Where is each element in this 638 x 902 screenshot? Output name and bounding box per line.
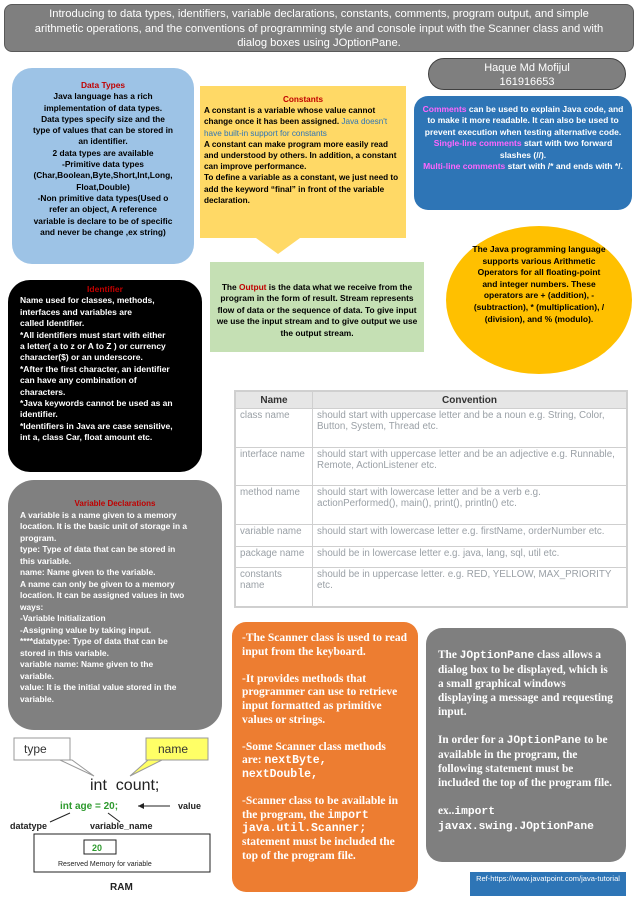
vd-line: -Variable Initialization <box>20 613 106 623</box>
type-callout-tail <box>60 760 94 776</box>
id-line: a letter( a to z or A to Z ) or currency <box>20 341 166 352</box>
joption-p1-pre: The <box>438 649 460 661</box>
constants-callout <box>200 86 406 238</box>
datatype-label: datatype <box>10 821 48 831</box>
vd-line: name: Name given to the variable. <box>20 567 156 577</box>
author-badge <box>428 58 626 90</box>
dt-line: type of values that can be stored in <box>32 125 174 136</box>
title-line-2: arithmetic operations, and the conventions of programming style and console input with the Scanner class and with <box>34 22 604 35</box>
constants-p2: A constant can make program more easily read and understood by others. In addition, a constant can improve performance. <box>204 139 397 172</box>
variable-declarations-card <box>8 480 222 730</box>
datatype-arrow <box>50 813 70 822</box>
id-line: *All identifiers must start with either <box>20 329 166 340</box>
dt-line: (Char,Boolean,Byte,Short,Int,Long, <box>33 170 173 181</box>
joption-p2-post: to be available in the program, the following statement must be included the top of the program file. <box>438 734 612 789</box>
constants-title: Constants <box>282 95 324 104</box>
value-label: value <box>178 801 202 811</box>
row-rule: should start with lowercase letter e.g. firstName, orderNumber etc. <box>313 525 627 547</box>
row-name: package name <box>236 546 313 568</box>
table-row <box>236 409 627 448</box>
row-name: class name <box>236 409 313 448</box>
comments-card <box>414 96 632 210</box>
multi-line-keyword: Multi-line comments <box>423 161 506 172</box>
joption-p3-pre: ex.. <box>438 805 455 817</box>
dt-line: -Non primitive data types(Used o <box>37 192 169 203</box>
scanner-p1: -The Scanner class is used to read input from the keyboard. <box>242 632 408 658</box>
row-rule: should start with uppercase letter and be an adjective e.g. Runnable, Remote, ActionListener etc. <box>313 447 627 486</box>
reference-text[interactable]: Ref-https://www.javatpoint.com/java-tutorial <box>476 874 620 883</box>
constants-p1 <box>204 105 402 139</box>
arithmetic-text: The Java programming language supports various Arithmetic Operators for all floating-point and integer numbers. These operators are + (addition), - (subtraction), * (multiplication), / (division), and % (modulo). <box>472 244 606 324</box>
varname-label: variable_name <box>90 821 153 831</box>
scanner-p4 <box>242 795 408 863</box>
row-name: constants name <box>236 568 313 607</box>
memory-value: 20 <box>92 843 103 853</box>
vd-line: location. It is the basic unit of storage in a <box>20 521 188 531</box>
scanner-p4-text: -Scanner class to be available in the program, the <box>242 795 399 821</box>
row-name: method name <box>236 486 313 525</box>
vd-line: this variable. <box>20 555 72 566</box>
single-line-text: start with two forward slashes (//). <box>499 138 613 160</box>
constants-p1-blue: Java doesn't have built-in support for constants <box>204 117 388 138</box>
joption-import-code: import javax.swing.JOptionPane <box>438 806 594 833</box>
table-row <box>236 568 627 607</box>
output-text: is the data what we receive from the program in the form of result. Stream represents flow of data or the sequence of data. To give input we use the input stream and to give output we use the output stream. <box>216 282 418 338</box>
row-name: variable name <box>236 525 313 547</box>
data-types-title: Data Types <box>80 80 126 90</box>
declaration-text: int count; <box>90 777 160 794</box>
table-row <box>236 486 627 525</box>
constants-p1-bold: A constant is a variable whose value cannot change once it has been assigned. <box>204 106 376 127</box>
reference-link[interactable] <box>470 872 626 896</box>
variable-declarations-title: Variable Declarations <box>74 499 156 508</box>
output-card <box>210 262 424 352</box>
name-callout-tail <box>130 760 162 776</box>
id-line: Name used for classes, methods, <box>20 295 155 306</box>
scanner-import-code: import java.util.Scanner; <box>242 808 369 836</box>
naming-conventions-table <box>234 390 628 608</box>
scanner-p3 <box>242 741 408 782</box>
row-rule: should start with uppercase letter and be a noun e.g. String, Color, Button, System, Thread etc. <box>313 409 627 448</box>
joption-p1 <box>438 648 614 719</box>
table-header-convention: Convention <box>313 392 627 409</box>
row-rule: should be in uppercase letter. e.g. RED, YELLOW, MAX_PRIORITY etc. <box>313 568 627 607</box>
title-line-1: Introducing to data types, identifiers, variable declarations, constants, comments, program output, and simple <box>49 8 589 20</box>
vd-line: A variable is a name given to a memory <box>20 509 177 520</box>
code-text: int age = 20; <box>60 801 119 812</box>
data-types-card <box>12 68 194 264</box>
title-line-3: dialog boxes using JOptionPane. <box>237 37 401 49</box>
dt-line: and never be change ,ex string) <box>40 226 166 237</box>
vd-line: value: It is the initial value stored in the <box>20 682 177 692</box>
id-line: character($) or an underscore. <box>20 352 143 363</box>
dt-line: an identifier. <box>78 136 128 147</box>
joption-p2 <box>438 733 614 790</box>
value-arrow-head <box>138 803 144 809</box>
dt-line: Float,Double) <box>76 181 130 192</box>
id-line: identifier. <box>20 409 58 420</box>
scanner-p2: -It provides methods that programmer can use to retrieve input formatted as primitive values or strings. <box>242 672 398 726</box>
vd-line: ways: <box>20 601 44 612</box>
author-id: 161916653 <box>499 76 555 88</box>
dt-line: refer an object, A reference <box>49 204 157 215</box>
table-row <box>236 546 627 568</box>
joption-p1-post: class allows a dialog box to be displayed, which is a small graphical windows displaying a message and requesting input. <box>438 649 613 718</box>
row-name: interface name <box>236 447 313 486</box>
scanner-card <box>232 622 418 892</box>
constants-p3: To define a variable as a constant, we just need to add the keyword “final” in front of the variable declaration. <box>204 173 399 205</box>
page-title <box>4 4 634 52</box>
dt-line: Java language has a rich <box>53 91 153 102</box>
joption-class-code-2: JOptionPane <box>506 735 582 747</box>
joptionpane-card <box>426 628 626 862</box>
dt-line: variable is declare to be of specific <box>33 215 173 226</box>
callout-pointer <box>256 238 300 254</box>
dt-line: -Primitive data types <box>62 159 144 170</box>
author-name: Haque Md Mofijul <box>484 62 570 74</box>
id-line: characters. <box>20 386 66 397</box>
scanner-p4-post: statement must be included the top of the program file. <box>242 835 395 862</box>
id-line: *After the first character, an identifier <box>20 363 170 374</box>
output-keyword: Output <box>239 282 267 292</box>
type-label: type <box>24 742 47 756</box>
joption-p3 <box>438 804 614 834</box>
joption-p2-pre: In order for a <box>438 734 507 746</box>
table-row <box>236 525 627 547</box>
dt-line: implementation of data types. <box>43 102 163 113</box>
dt-line: Data types specify size and the <box>41 113 165 124</box>
scanner-p3-text: -Some Scanner class methods are: <box>242 740 386 767</box>
arithmetic-operators-oval <box>446 226 632 374</box>
vd-line: variable name: Name given to the <box>20 659 154 669</box>
vd-line: variable. <box>20 670 54 681</box>
id-line: can have any combination of <box>20 375 137 386</box>
multi-line-text: start with /* and ends with */. <box>505 161 623 172</box>
table-row <box>236 447 627 486</box>
joption-class-code: JOptionPane <box>459 650 535 662</box>
output-pre: The <box>221 282 240 292</box>
id-line: *Java keywords cannot be used as an <box>20 398 173 409</box>
comments-keyword: Comments <box>422 104 467 114</box>
row-rule: should start with lowercase letter and be a verb e.g. actionPerformed(), main(), print(), println() etc. <box>313 486 627 525</box>
vd-line: location. It can be assigned values in two <box>20 590 185 600</box>
row-rule: should be in lowercase letter e.g. java, lang, sql, util etc. <box>313 546 627 568</box>
comments-text: can be used to explain Java code, and to make it more readable. It can also be used to prevent execution when testing alternative code. <box>424 104 624 137</box>
single-line-keyword: Single-line comments <box>433 138 522 149</box>
id-line: interfaces and variables are <box>20 306 132 317</box>
id-line: int a, class Car, float amount etc. <box>20 432 153 443</box>
table-header-name: Name <box>236 392 313 409</box>
name-label: name <box>158 742 189 756</box>
vd-line: program. <box>20 532 57 543</box>
ram-label: RAM <box>110 882 133 893</box>
dt-line: 2 data types are available <box>52 147 154 158</box>
variable-diagram <box>8 734 224 898</box>
id-line: called Identifier. <box>20 318 85 329</box>
vd-line: A name can only be given to a memory <box>20 578 175 589</box>
vd-line: type: Type of data that can be stored in <box>20 544 176 554</box>
vd-line: stored in this variable. <box>20 647 109 658</box>
identifier-title: Identifier <box>87 284 123 294</box>
identifier-card <box>8 280 202 472</box>
vd-line: variable. <box>20 693 54 704</box>
vd-line: ****datatype: Type of data that can be <box>20 636 168 646</box>
id-line: *Identifiers in Java are case sensitive, <box>20 420 173 431</box>
vd-line: -Assigning value by taking input. <box>20 624 152 635</box>
memory-caption: Reserved Memory for variable <box>58 861 152 868</box>
scanner-methods-code: nextByte, nextDouble, <box>242 754 327 781</box>
